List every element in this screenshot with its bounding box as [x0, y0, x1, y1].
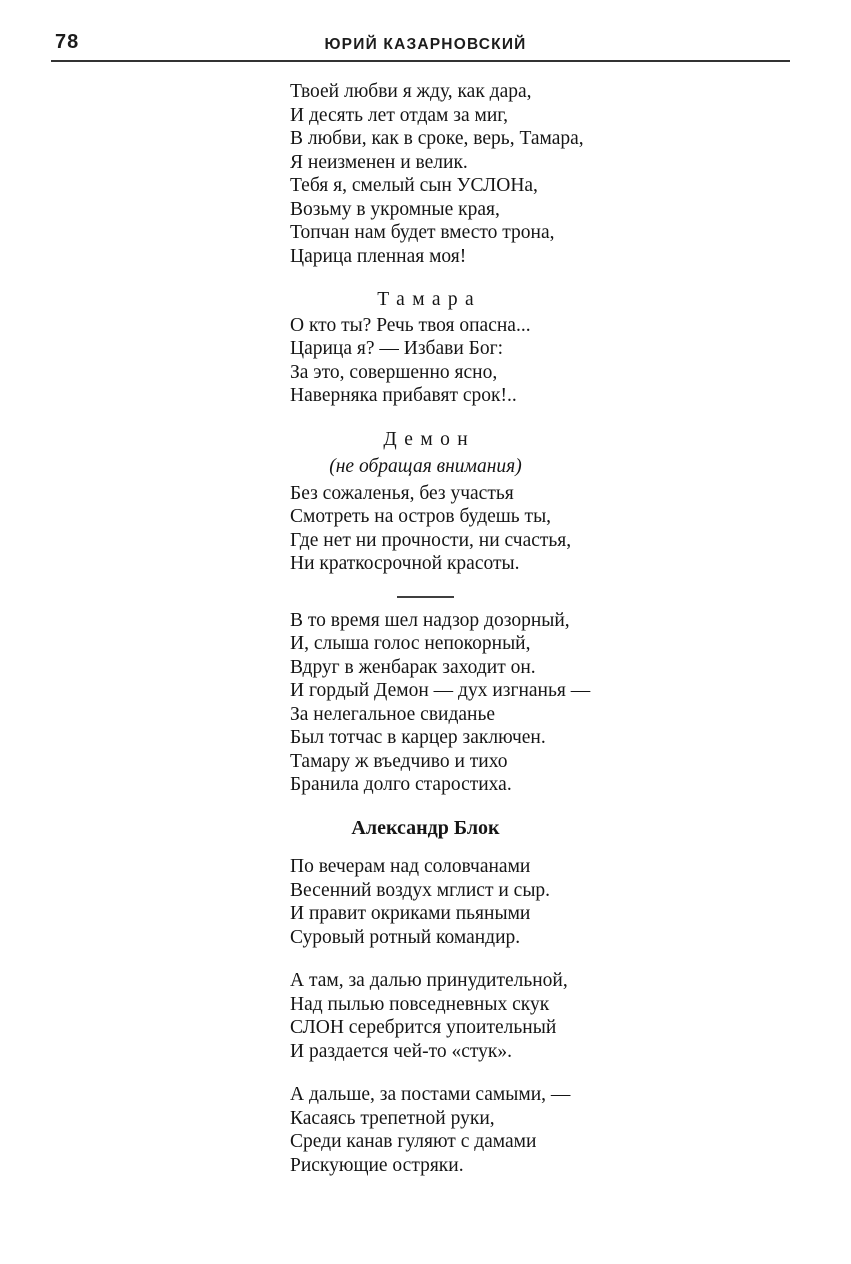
poem-line: Без сожаленья, без участья [290, 482, 514, 504]
poem-line: Суровый ротный командир. [290, 926, 521, 948]
poem-stanza [290, 482, 851, 576]
poem-line: За нелегальное свиданье [290, 703, 496, 725]
poem-line: В любви, как в сроке, верь, Тамара, [290, 128, 584, 149]
stage-direction: (не обращая внимания) [329, 456, 522, 477]
poem-stanza [290, 969, 851, 1063]
poem-stanza [290, 1083, 851, 1177]
poem-line: А дальше, за постами самыми, — [290, 1084, 571, 1105]
poem-line: Над пылью повседневных скук [290, 993, 550, 1015]
poem-line: Топчан нам будет вместо трона, [290, 222, 555, 243]
poem-line: Касаясь трепетной руки, [290, 1107, 495, 1129]
poem-line: Тамару ж въедчиво и тихо [290, 750, 508, 772]
poem-stanza [290, 609, 851, 797]
poem-line: Твоей любви я жду, как дара, [290, 81, 532, 102]
poem-line: И правит окриками пьяными [290, 903, 531, 924]
poem-line: За это, совершенно ясно, [290, 361, 498, 383]
poem-line: СЛОН серебрится упоительный [290, 1017, 557, 1038]
running-head [0, 0, 851, 63]
poem-line: Наверняка прибавят срок!.. [290, 385, 517, 406]
poem-line: И раздается чей-то «стук». [290, 1040, 513, 1062]
poem-content [0, 63, 851, 1177]
poem-line: Вдруг в женбарак заходит он. [290, 656, 536, 678]
poem-line: Рискующие остряки. [290, 1154, 464, 1176]
speaker-name: Демон [383, 428, 476, 450]
poem-line: Среди канав гуляют с дамами [290, 1131, 537, 1152]
poem-line: Царица я? — Избави Бог: [290, 338, 504, 359]
poem-line: Я неизменен и велик. [290, 151, 468, 173]
poem-line: О кто ты? Речь твоя опасна... [290, 314, 531, 336]
speaker-name: Тамара [377, 289, 482, 310]
poem-stanza [290, 80, 851, 268]
poem-line: По вечерам над соловчанами [290, 856, 531, 877]
poem-line: Смотреть на остров будешь ты, [290, 506, 552, 527]
page-number: 78 [55, 31, 80, 53]
section-divider [397, 596, 454, 598]
poem-line: Весенний воздух мглист и сыр. [290, 879, 551, 901]
poem-line: А там, за далью принудительной, [290, 970, 568, 991]
poem-line: Был тотчас в карцер заключен. [290, 727, 546, 748]
poem-line: И десять лет отдам за миг, [290, 104, 508, 126]
poem-line: И, слыша голос непокорный, [290, 633, 531, 654]
poem-line: В то время шел надзор дозорный, [290, 609, 570, 631]
poem-line: Ни краткосрочной красоты. [290, 553, 520, 574]
poem-line: Бранила долго старостиха. [290, 774, 512, 795]
poem-stanza [290, 855, 851, 949]
header-rule [51, 60, 790, 62]
poem-stanza [290, 314, 851, 408]
poem-line: Царица пленная моя! [290, 245, 467, 267]
poem-line: Тебя я, смелый сын УСЛОНа, [290, 175, 538, 196]
poem-line: Возьму в укромные края, [290, 198, 500, 220]
poem-title: Александр Блок [351, 816, 500, 839]
running-head-title: ЮРИЙ КАЗАРНОВСКИЙ [324, 36, 527, 53]
poem-line: Где нет ни прочности, ни счастья, [290, 529, 572, 551]
poem-line: И гордый Демон — дух изгнанья — [290, 680, 591, 701]
